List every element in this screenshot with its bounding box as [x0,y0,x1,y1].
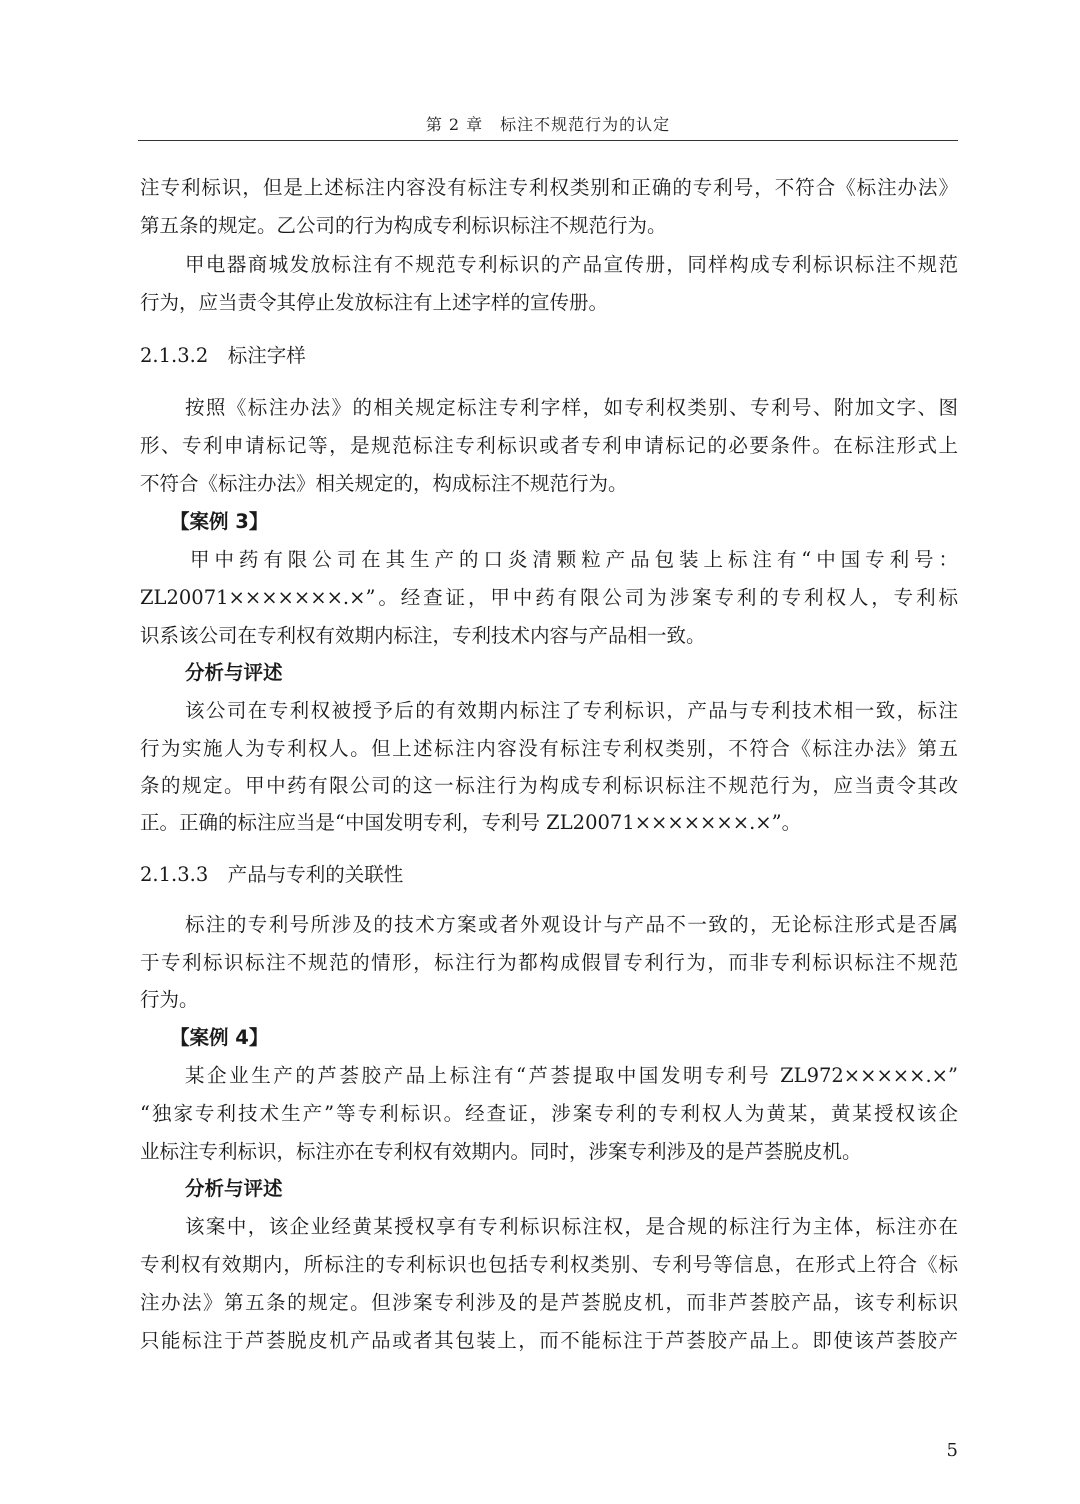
body-line: 识系该公司在专利权有效期内标注，专利技术内容与产品相一致。 [140,624,706,647]
case-3-heading: 【案例 3】 [170,510,269,533]
body-line: 形、专利申请标记等，是规范标注专利标识或者专利申请标记的必要条件。在标注形式上 [140,434,958,457]
body-line: 注办法》第五条的规定。但涉案专利涉及的是芦荟脱皮机，而非芦荟胶产品，该专利标识 [140,1291,958,1314]
body-line: 行为，应当责令其停止发放标注有上述字样的宣传册。 [140,291,609,314]
body-line: 甲中药有限公司在其生产的口炎清颗粒产品包装上标注有“中国专利号： [190,548,958,571]
running-header: 第 2 章 标注不规范行为的认定 [425,115,671,134]
body-line: 第五条的规定。乙公司的行为构成专利标识标注不规范行为。 [140,214,667,237]
analysis-heading: 分析与评述 [185,661,283,684]
body-line: “独家专利技术生产”等专利标识。经查证，涉案专利的专利权人为黄某，黄某授权该企 [140,1102,958,1125]
body-line: 条的规定。甲中药有限公司的这一标注行为构成专利标识标注不规范行为，应当责令其改 [140,774,958,797]
body-line: 于专利标识标注不规范的情形，标注行为都构成假冒专利行为，而非专利标识标注不规范 [140,951,958,974]
body-line: 只能标注于芦荟脱皮机产品或者其包装上，而不能标注于芦荟胶产品上。即使该芦荟胶产 [140,1329,958,1352]
body-line: 该公司在专利权被授予后的有效期内标注了专利标识，产品与专利技术相一致，标注 [185,699,958,722]
body-line: 行为。 [140,988,199,1011]
body-line: 标注的专利号所涉及的技术方案或者外观设计与产品不一致的，无论标注形式是否属 [185,913,958,936]
section-heading-2-1-3-2: 2.1.3.2 标注字样 [140,344,306,367]
body-line: 正。正确的标注应当是“中国发明专利，专利号 ZL20071×××××××.×”。 [140,811,802,834]
analysis-heading: 分析与评述 [185,1177,283,1200]
body-line: 甲电器商城发放标注有不规范专利标识的产品宣传册，同样构成专利标识标注不规范 [185,253,958,276]
body-line: 不符合《标注办法》相关规定的，构成标注不规范行为。 [140,472,628,495]
body-line: 专利权有效期内，所标注的专利标识也包括专利权类别、专利号等信息，在形式上符合《标 [140,1253,958,1276]
body-line: 按照《标注办法》的相关规定标注专利字样，如专利权类别、专利号、附加文字、图 [185,396,958,419]
body-line: 行为实施人为专利权人。但上述标注内容没有标注专利权类别，不符合《标注办法》第五 [140,737,958,760]
section-heading-2-1-3-3: 2.1.3.3 产品与专利的关联性 [140,863,404,886]
body-line: 某企业生产的芦荟胶产品上标注有“芦荟提取中国发明专利号 ZL972×××××.×” [185,1064,958,1087]
case-4-heading: 【案例 4】 [170,1026,269,1049]
body-line: 该案中，该企业经黄某授权享有专利标识标注权，是合规的标注行为主体，标注亦在 [185,1215,958,1238]
header-rule [138,140,958,141]
body-line: 注专利标识，但是上述标注内容没有标注专利权类别和正确的专利号，不符合《标注办法》 [140,176,958,199]
body-line: ZL20071×××××××.×”。经查证，甲中药有限公司为涉案专利的专利权人，专利标 [140,586,958,609]
body-line: 业标注专利标识，标注亦在专利权有效期内。同时，涉案专利涉及的是芦荟脱皮机。 [140,1140,862,1163]
page-number: 5 [946,1440,958,1461]
